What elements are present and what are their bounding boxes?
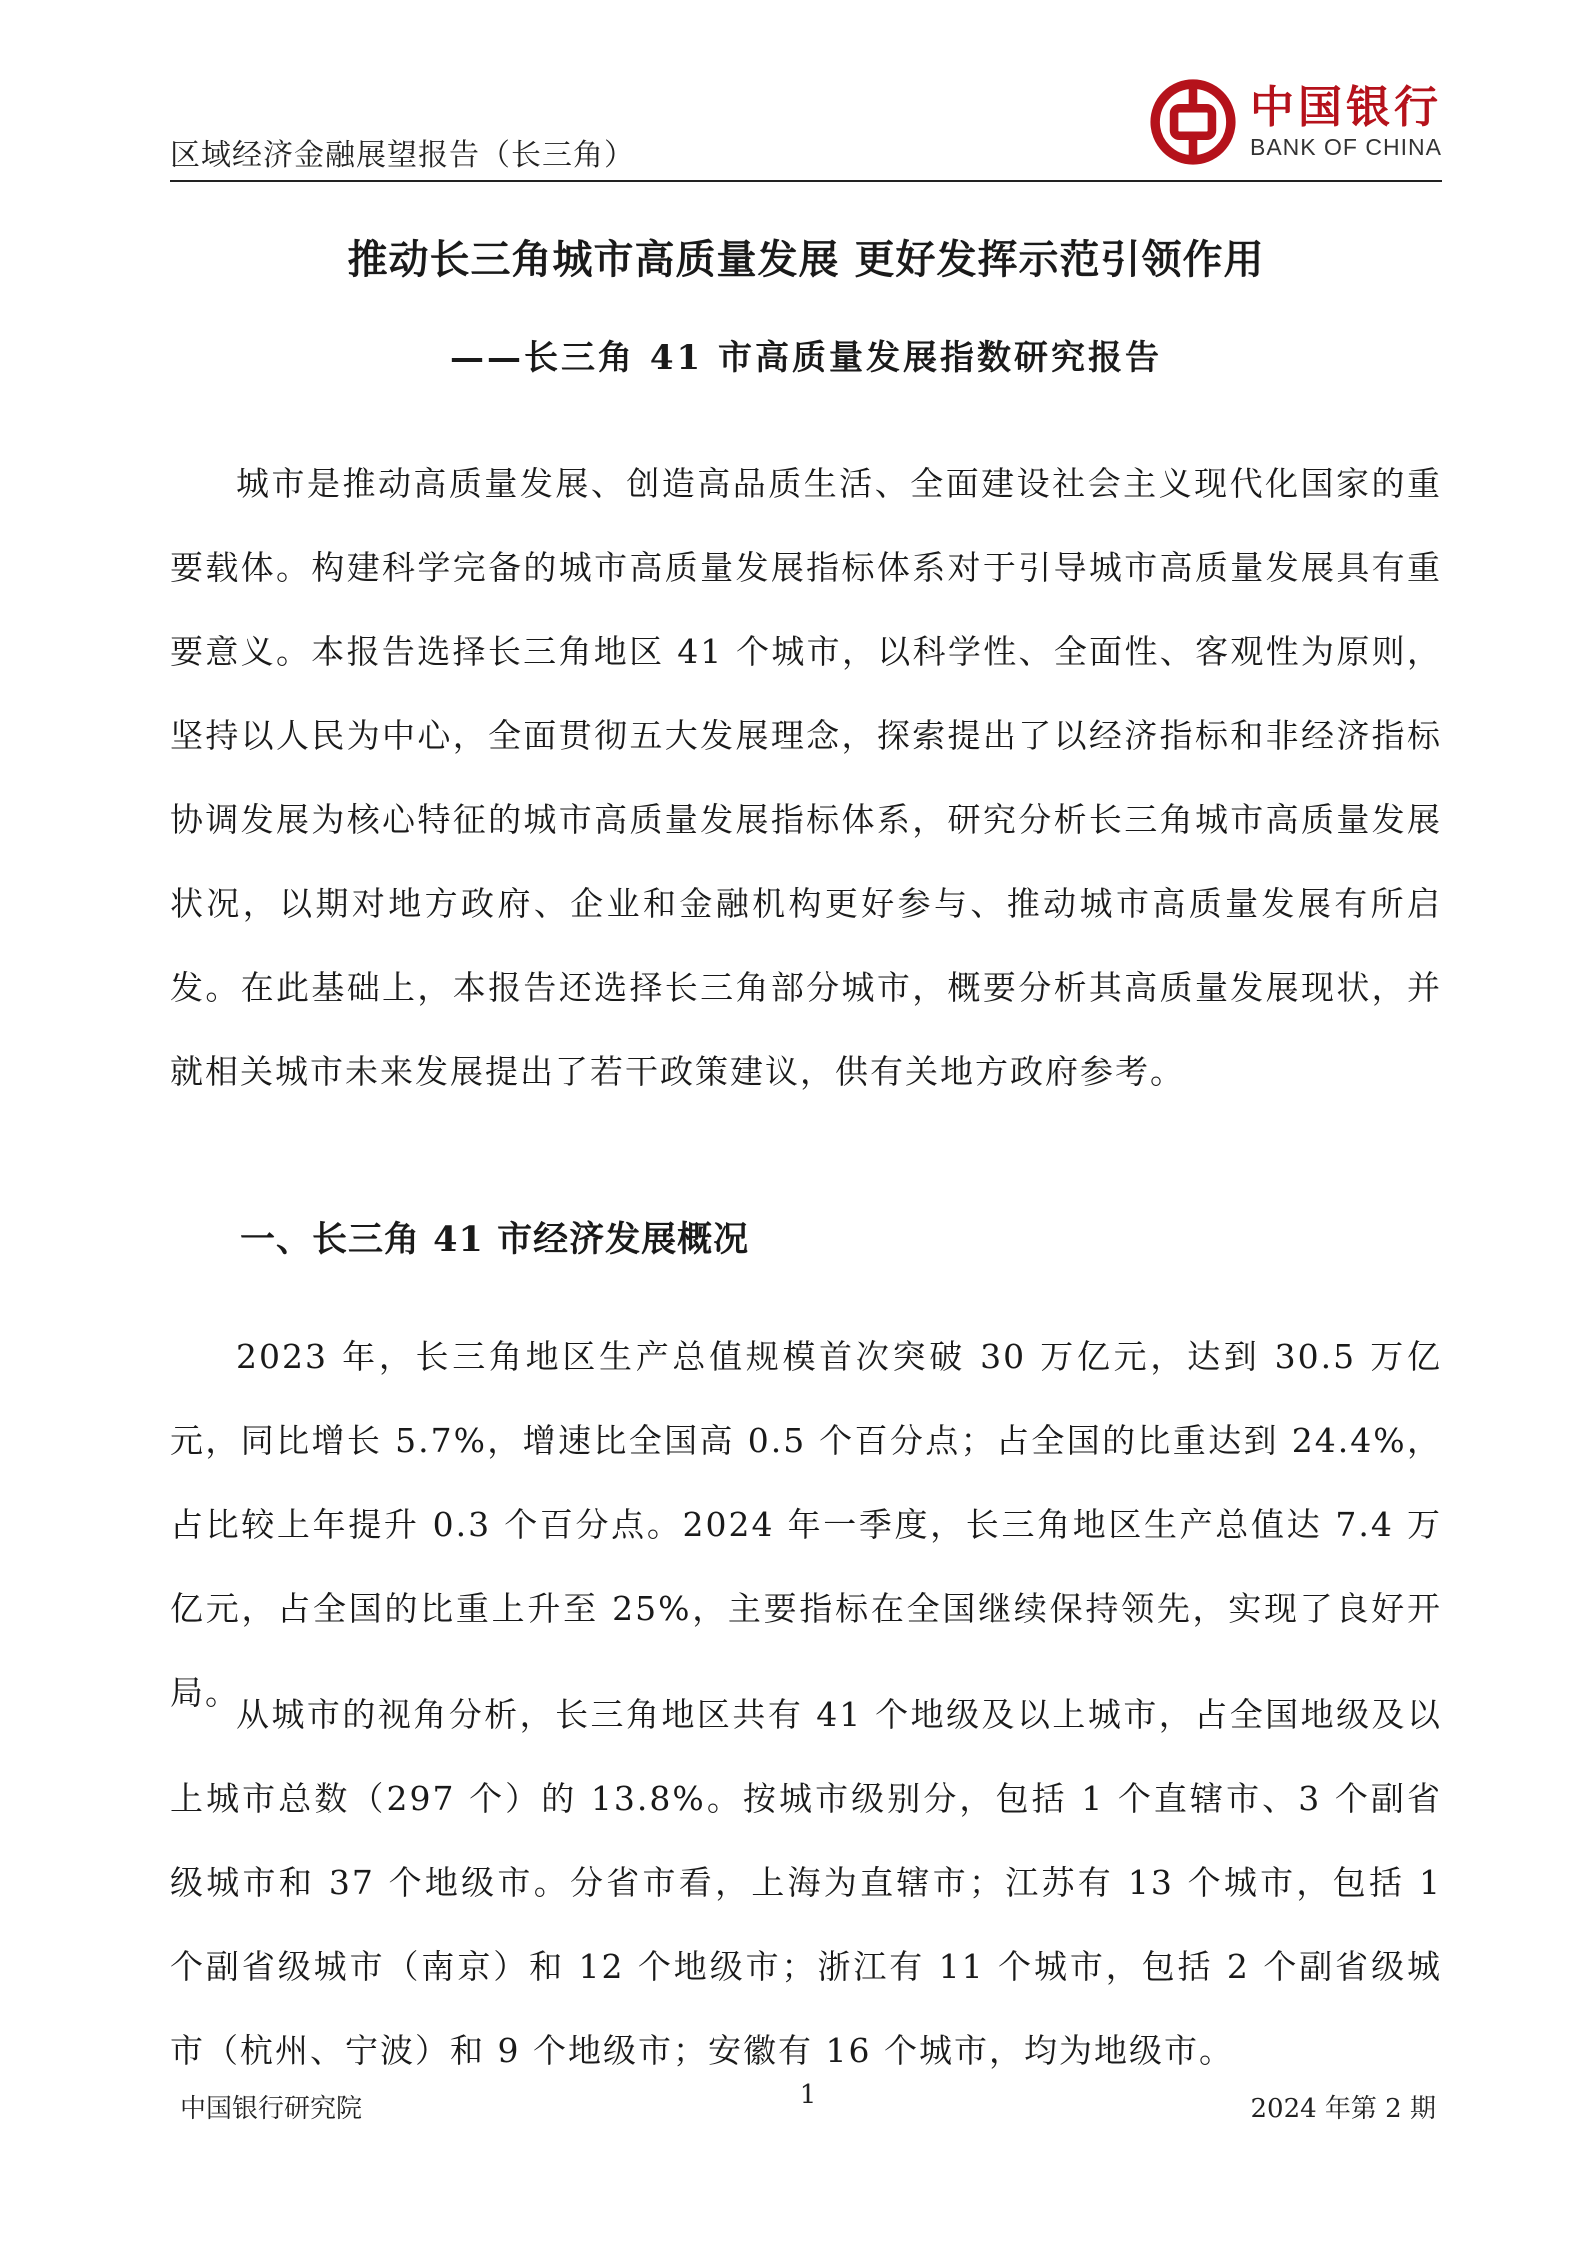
section-paragraph-gdp: 2023 年，长三角地区生产总值规模首次突破 30 万亿元，达到 30.5 万亿元，同比增长 5.7%，增速比全国高 0.5 个百分点；占全国的比重达到 24.4%，占比较上年提升 0.3 个百分点。2024 年一季度，长三角地区生产总值达 7.4 万亿元，占全国的比重上升至 25%，主要指标在全国继续保持领先，实现了良好开局。 (170, 1337, 1442, 1712)
bank-logo (1150, 74, 1442, 170)
document-title: 推动长三角城市高质量发展 更好发挥示范引领作用 (347, 236, 1265, 283)
logo-english-name: BANK OF CHINA (1250, 134, 1442, 160)
intro-paragraph: 城市是推动高质量发展、创造高品质生活、全面建设社会主义现代化国家的重要载体。构建科学完备的城市高质量发展指标体系对于引导城市高质量发展具有重要意义。本报告选择长三角地区 41 个城市，以科学性、全面性、客观性为原则，坚持以人民为中心，全面贯彻五大发展理念，探索提出了以经济指标和非经济指标协调发展为核心特征的城市高质量发展指标体系，研究分析长三角城市高质量发展状况，以期对地方政府、企业和金融机构更好参与、推动城市高质量发展有所启发。在此基础上，本报告还选择长三角部分城市，概要分析其高质量发展现状，并就相关城市未来发展提出了若干政策建议，供有关地方政府参考。 (170, 464, 1442, 1091)
document-subtitle: ——长三角 41 市高质量发展指数研究报告 (450, 338, 1162, 378)
page-header (170, 60, 1442, 182)
bank-of-china-emblem-icon (1150, 79, 1236, 165)
page-footer (180, 2080, 1436, 2125)
report-series-title: 区域经济金融展望报告（长三角） (170, 138, 635, 173)
section-paragraph-cities: 从城市的视角分析，长三角地区共有 41 个地级及以上城市，占全国地级及以上城市总数（297 个）的 13.8%。按城市级别分，包括 1 个直辖市、3 个副省级城市和 37 个地级市。分省市看，上海为直辖市；江苏有 13 个城市，包括 1 个副省级城市（南京）和 12 个地级市；浙江有 11 个城市，包括 2 个副省级城市（杭州、宁波）和 9 个地级市；安徽有 16 个城市，均为地级市。 (170, 1695, 1442, 2070)
logo-chinese-name: 中国银行 (1250, 82, 1442, 133)
section-heading: 一、长三角 41 市经济发展概况 (240, 1219, 750, 1260)
page-number: 1 (799, 2080, 817, 2110)
footer-issue: 2024 年第 2 期 (1250, 2094, 1436, 2124)
footer-publisher: 中国银行研究院 (180, 2094, 363, 2124)
